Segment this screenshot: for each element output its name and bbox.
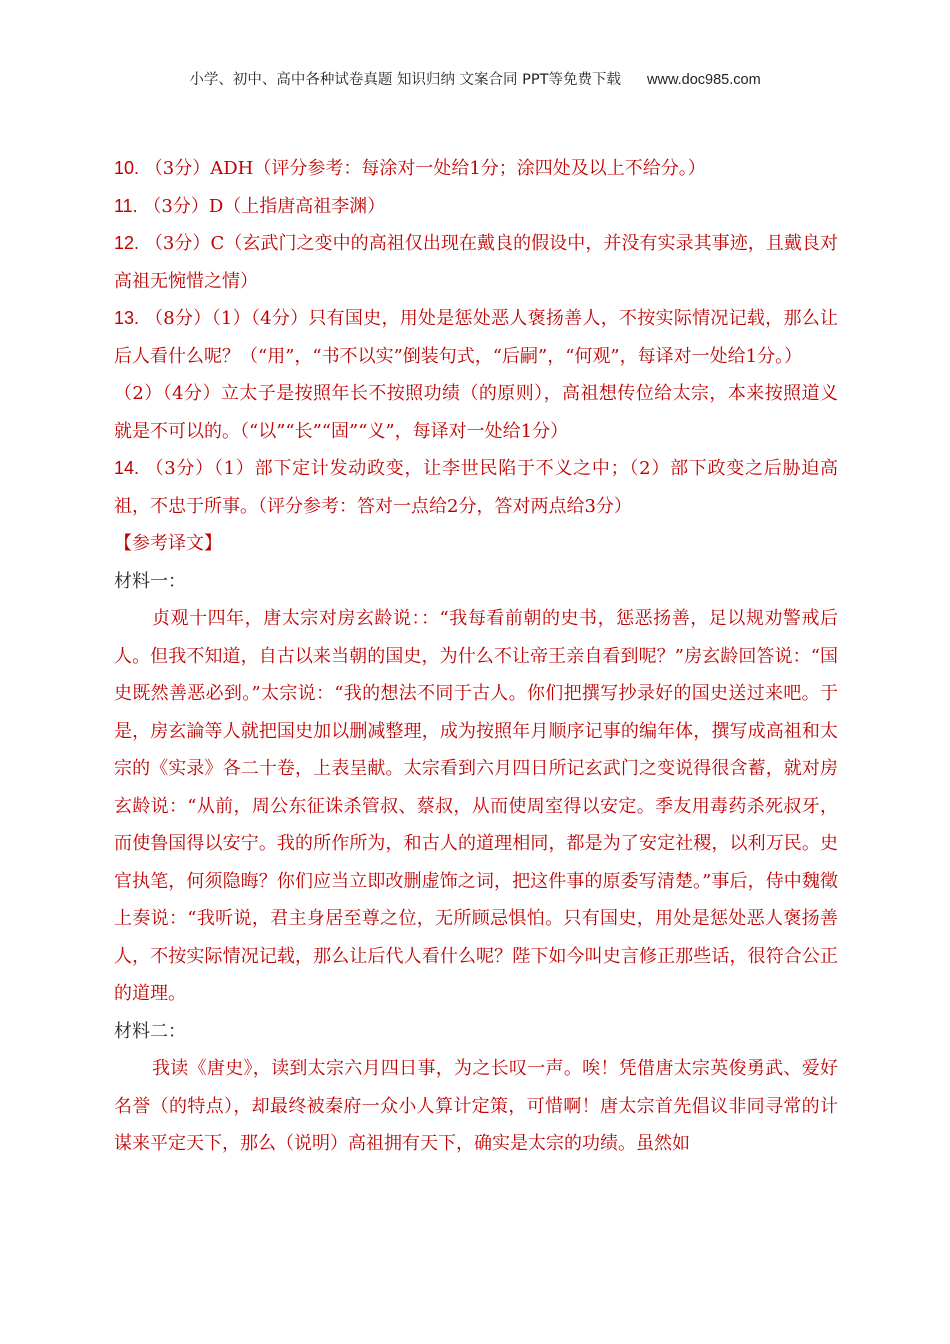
answer-number: 12. <box>114 233 140 253</box>
answer-text: （3分）D（上指唐高祖李渊） <box>143 195 386 217</box>
answer-number: 10. <box>114 158 140 178</box>
answer-13-2 <box>114 375 838 450</box>
answer-13-1 <box>114 300 838 375</box>
page-header <box>0 68 950 89</box>
header-text: 小学、初中、高中各种试卷真题 知识归纳 文案合同 PPT等免费下载 <box>189 72 622 88</box>
answer-10 <box>114 150 838 188</box>
header-url[interactable]: www.doc985.com <box>647 72 761 88</box>
material-1-text: 贞观十四年，唐太宗对房玄龄说：：“我每看前朝的史书，惩恶扬善，足以规劝警戒后人。但我不知道，自古以来当朝的国史，为什么不让帝王亲自看到呢？”房玄龄回答说：“国史既然善恶必到。”太宗说：“我的想法不同于古人。你们把撰写抄录好的国史送过来吧。于是，房玄論等人就把国史加以删减整理，成为按照年月顺序记事的编年体，撰写成高祖和太宗的《实录》各二十卷，上表呈献。太宗看到六月四日所记玄武门之变说得很含蓄，就对房玄龄说：“从前，周公东征诛杀管叔、蔡叔，从而使周室得以安定。季友用毒药杀死叔牙，而使鲁国得以安宁。我的所作所为，和古人的道理相同，都是为了安定社稷，以利万民。史官执笔，何须隐晦？你们应当立即改删虚饰之词，把这件事的原委写清楚。”事后，侍中魏徵上奏说：“我听说，君主身居至尊之位，无所顾忌惧怕。只有国史，用处是惩处恶人褒扬善人，不按实际情况记载，那么让后代人看什么呢？陛下如今叫史言修正那些话，很符合公正的道理。 <box>114 608 838 1004</box>
answer-text: （3分）C（玄武门之变中的高祖仅出现在戴良的假设中，并没有实录其事迹，且戴良对高祖无惋惜之情） <box>114 233 838 292</box>
answer-number: 11. <box>114 195 138 216</box>
answer-text: （3分）（1）部下定计发动政变，让李世民陷于不义之中；（2）部下政变之后胁迫高祖，不忠于所事。（评分参考：答对一点给2分，答对两点给3分） <box>114 458 838 517</box>
material-1-label: 材料一： <box>114 570 186 592</box>
translation-heading: 【参考译文】 <box>114 533 222 554</box>
answer-text: （8分）（1）（4分）只有国史，用处是惩处恶人褒扬善人，不按实际情况记载，那么让后人看什么呢？（“用”，“书不以实”倒装句式，“后嗣”，“何观”，每译对一处给1分。） <box>114 308 838 367</box>
material-2-label: 材料二： <box>114 1020 186 1042</box>
answer-11 <box>114 188 838 226</box>
answer-number: 14. <box>114 458 140 478</box>
document-body <box>114 150 838 1163</box>
answer-text: （3分）ADH（评分参考：每涂对一处给1分；涂四处及以上不给分。） <box>144 158 706 179</box>
answer-number: 13. <box>114 308 140 328</box>
answer-14 <box>114 450 838 525</box>
answer-text: （2）（4分）立太子是按照年长不按照功绩（的原则），高祖想传位给太宗，本来按照道义就是不可以的。（“以”“长”“固”“义”，每译对一处给1分） <box>114 383 838 442</box>
material-2-text: 我读《唐史》，读到太宗六月四日事，为之长叹一声。唉！凭借唐太宗英俊勇武、爱好名誉（的特点），却最终被秦府一众小人算计定策，可惜啊！唐太宗首先倡议非同寻常的计谋来平定天下，那么（说明）高祖拥有天下，确实是太宗的功绩。虽然如 <box>114 1058 838 1154</box>
answer-12 <box>114 225 838 300</box>
